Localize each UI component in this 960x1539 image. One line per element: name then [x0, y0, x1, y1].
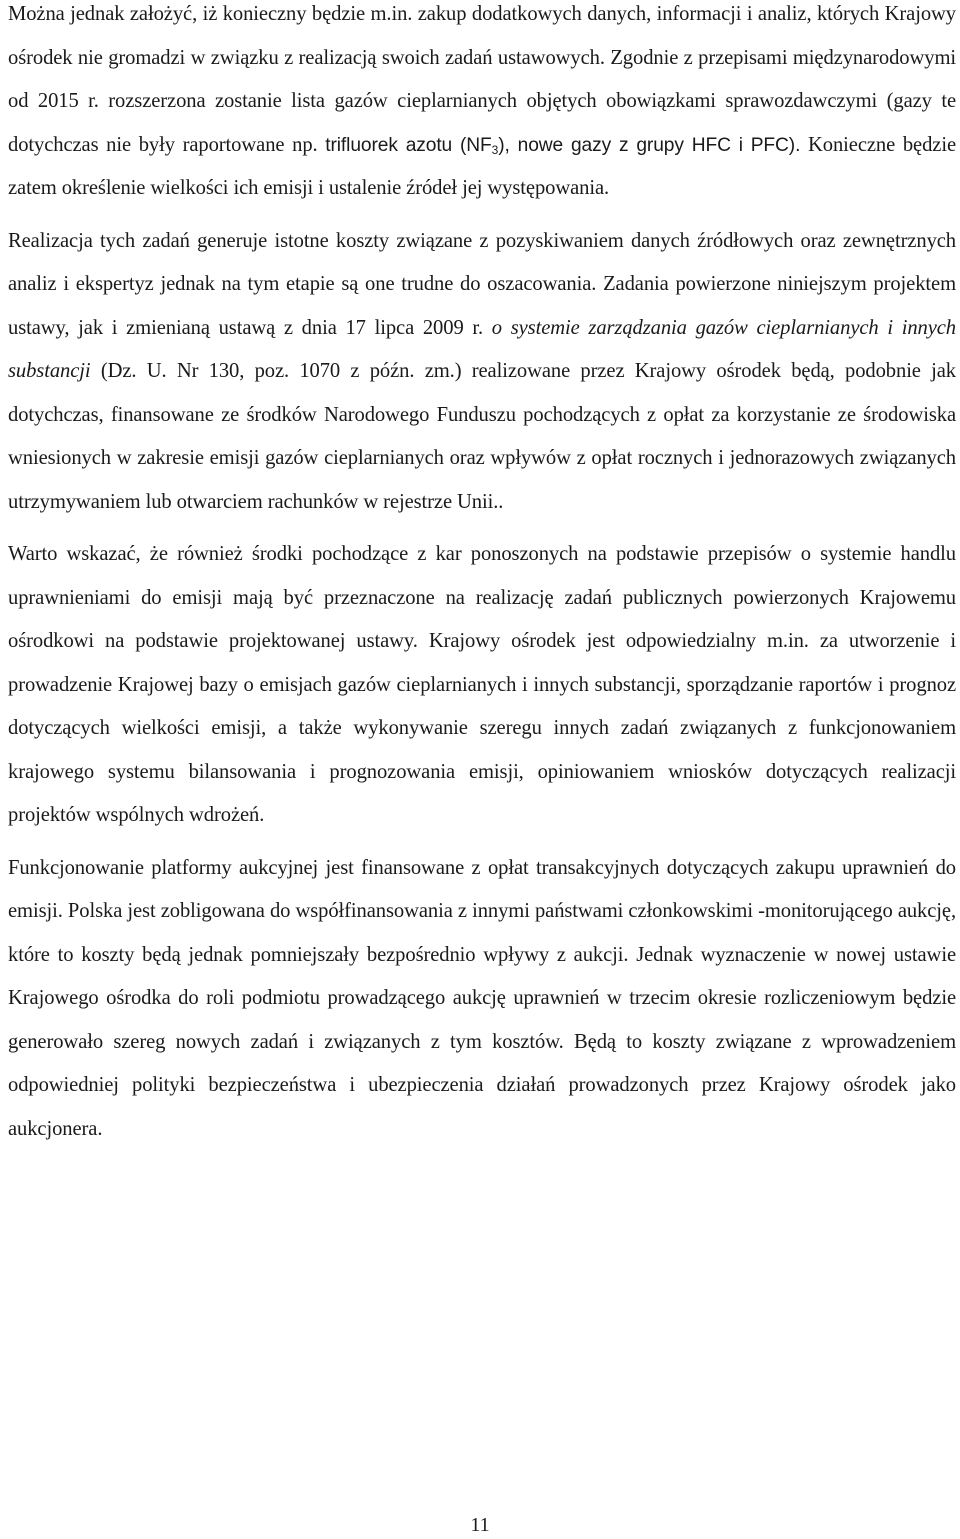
paragraph-3-text: Warto wskazać, że również środki pochodzące z kar ponoszonych na podstawie przepisów o systemie handlu uprawnieniami do emisji mają być przeznaczone na realizację zadań publicznych powierzonych Krajowemu ośrodkowi na podstawie projektowanej ustawy. Krajowy ośrodek jest odpowiedzialny m.in. za utworzenie i prowadzenie Krajowej bazy o emisjach gazów cieplarnianych i innych substancji, sporządzanie raportów i prognoz dotyczących wielkości emisji, a także wykonywanie szeregu innych zadań związanych z funkcjonowaniem krajowego systemu bilansowania i prognozowania emisji, opiniowaniem wniosków dotyczących realizacji projektów wspólnych wdrożeń. — [8, 543, 956, 826]
paragraph-2-text-c: (Dz. U. Nr 130, poz. 1070 z późn. zm.) realizowane przez Krajowy ośrodek będą, podobnie jak dotychczas, finansowane ze środków Narodowego Funduszu pochodzących z opłat za korzystanie ze środowiska wniesionych w zakresie emisji gazów cieplarnianych oraz wpływów z opłat rocznych i jednorazowych związanych utrzymywaniem lub otwarciem rachunków w rejestrze Unii.. — [8, 360, 956, 513]
document-page — [8, 0, 956, 1151]
paragraph-1-text-d: Konieczne będzie zatem określenie wielkości ich emisji i ustalenie źródeł jej występowania. — [8, 133, 956, 199]
paragraph-1-text-a: Można jednak założyć, iż konieczny będzie m.in. zakup dodatkowych danych, informacji i analiz, których Krajowy ośrodek nie gromadzi w związku z realizacją swoich zadań ustawowych. Zgodnie z przepisami międzynarodowymi od 2015 r. rozszerzona zostanie lista gazów cieplarnianych objętych obowiązkami sprawozdawczymi (gazy te dotychczas nie były raportowane np. — [8, 3, 956, 156]
page-number: 11 — [470, 1514, 490, 1536]
paragraph-1 — [8, 0, 956, 211]
nf3-prefix: trifluorek azotu (NF — [325, 134, 492, 156]
act-title-italic: o systemie zarządzania gazów cieplarnianych i innych substancji — [8, 316, 956, 382]
paragraph-4-text: Funkcjonowanie platformy aukcyjnej jest finansowane z opłat transakcyjnych dotyczących zakupu uprawnień do emisji. Polska jest zobligowana do współfinansowania z innymi państwami członkowskimi -monitorującego aukcję, które to koszty będą jednak pomniejszały bezpośrednio wpływy z aukcji. Jednak wyznaczenie w nowej ustawie Krajowego ośrodka do roli podmiotu prowadzącego aukcję uprawnień w trzecim okresie rozliczeniowym będzie generowało szereg nowych zadań i związanych z tym kosztów. Będą to koszty związane z wprowadzeniem odpowiedniej polityki bezpieczeństwa i ubezpieczenia działań prowadzonych przez Krajowy ośrodek jako aukcjonera. — [8, 856, 956, 1140]
paragraph-1-formula-text — [325, 135, 800, 156]
nf3-suffix: ), nowe gazy z grupy HFC i PFC). — [498, 134, 801, 156]
paragraph-4 — [8, 847, 956, 1152]
paragraph-2 — [8, 220, 956, 525]
nf3-subscript: 3 — [491, 142, 499, 157]
paragraph-3 — [8, 533, 956, 838]
paragraph-2-text-a: Realizacja tych zadań generuje istotne koszty związane z pozyskiwaniem danych źródłowych oraz zewnętrznych analiz i ekspertyz jednak na tym etapie są one trudne do oszacowania. Zadania powierzone niniejszym projektem ustawy, jak i zmienianą ustawą z dnia 17 lipca 2009 r. — [8, 229, 956, 339]
